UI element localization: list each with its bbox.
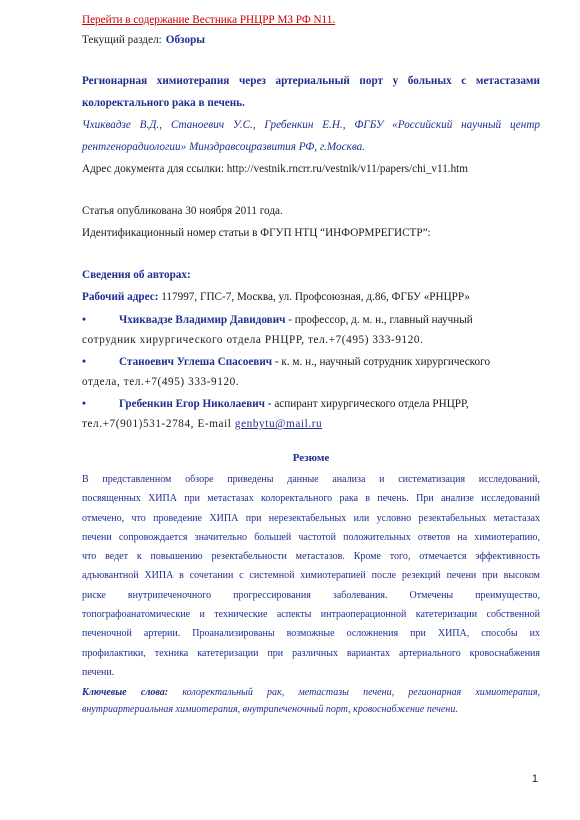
- abstract-line: печени сопровождается значительно большей частотой положительных ответов на химиотерапию,: [82, 531, 540, 543]
- list-item: [82, 310, 540, 350]
- author-desc: к. м. н., научный сотрудник хирургического: [278, 356, 491, 368]
- abstract-line: печеночной артерии. Проанализированы возможные осложнения при ХИПА, способы их: [82, 628, 540, 640]
- author-list: [82, 310, 540, 434]
- author-name: Станоевич Углеша Спасоевич -: [119, 356, 279, 368]
- section-label: Текущий раздел:: [82, 34, 162, 46]
- abstract-line: адъювантной ХИПА в сочетании с системной химиотерапией после резекций печени при высоком: [82, 570, 540, 582]
- current-section: [82, 32, 540, 48]
- article-title: [82, 70, 540, 114]
- author-desc: профессор, д. м. н., главный научный: [291, 314, 473, 326]
- document-address: Адрес документа для ссылки: http://vestnik.rncrr.ru/vestnik/v11/papers/chi_v11.htm: [82, 163, 468, 175]
- authors-line-2: рентгенорадиологии» Минздравсоцразвития РФ, г.Москва.: [82, 141, 366, 153]
- abstract-title: Резюме: [292, 452, 330, 464]
- keywords-text-cont: внутриартериальная химиотерапия, внутрипеченочный порт, кровоснабжение печени.: [82, 704, 458, 716]
- author-name: Чхиквадзе Владимир Давидович -: [119, 314, 292, 326]
- email-link[interactable]: genbytu@mail.ru: [234, 418, 323, 430]
- article-authors: [82, 114, 540, 158]
- list-item: [82, 352, 540, 392]
- list-item: [82, 394, 540, 434]
- article-title-line-1: Регионарная химиотерапия через артериальный порт у больных с метастазами: [82, 75, 540, 87]
- publication-date: Статья опубликована 30 ноября 2011 года.: [82, 205, 283, 217]
- abstract-line: отмечено, что проведение ХИПА при нерезектабельных или условно резектабельных метастазах: [82, 512, 540, 524]
- authors-info-heading: Сведения об авторах:: [82, 269, 191, 281]
- abstract-line: топографоанатомические и технические аспекты интраоперационной катетеризации собственной: [82, 609, 540, 621]
- page-number: 1: [531, 773, 538, 785]
- abstract-body: [82, 470, 540, 682]
- contents-link-text[interactable]: Перейти в содержание Вестника РНЦРР МЗ РФ N11.: [82, 14, 336, 26]
- abstract-line: профилактики, техника катетеризации при различных вариантах артериального кровоснабжения: [82, 647, 540, 659]
- abstract-line: что ведет к повышению резектабельности метастазов. Кроме того, отмечается эффективность: [82, 551, 540, 563]
- abstract-line: печени.: [82, 666, 115, 678]
- abstract-line: В представленном обзоре приведены данные анализа и систематизация исследований,: [82, 474, 540, 485]
- author-desc: аспирант хирургического отдела РНЦРР,: [271, 398, 469, 410]
- work-address: [82, 286, 540, 308]
- abstract-line: посвященных ХИПА при метастазах колоректального рака в печень. При анализе исследований: [82, 493, 540, 505]
- bullet-icon: •: [82, 398, 86, 410]
- author-desc-cont: сотрудник хирургического отдела РНЦРР, тел.+7(495) 333-9120.: [82, 334, 424, 346]
- author-desc-cont: отдела, тел.+7(495) 333-9120.: [82, 376, 240, 388]
- authors-line-1: Чхиквадзе В.Д., Станоевич У.С., Гребенкин Е.Н., ФГБУ «Российский научный центр: [82, 119, 540, 131]
- bullet-icon: •: [82, 314, 86, 326]
- keywords-text: колоректальный рак, метастазы печени, регионарная химиотерапия,: [168, 687, 541, 699]
- keywords-label: Ключевые слова:: [82, 687, 169, 699]
- contents-link[interactable]: [82, 12, 540, 28]
- abstract-line: риске внутрипеченочного прогрессирования заболевания. Отмечены преимущество,: [82, 589, 540, 601]
- keywords: [82, 684, 540, 718]
- work-address-label: Рабочий адрес:: [82, 291, 159, 303]
- author-name: Гребенкин Егор Николаевич -: [119, 398, 272, 410]
- section-value: Обзоры: [165, 34, 206, 46]
- author-desc-cont: тел.+7(901)531-2784, E-mail: [82, 418, 235, 430]
- document-page: [82, 12, 540, 718]
- article-title-line-2: колоректального рака в печень.: [82, 97, 245, 109]
- registry-id: Идентификационный номер статьи в ФГУП НТЦ “ИНФОРМРЕГИСТР”:: [82, 227, 431, 239]
- bullet-icon: •: [82, 356, 86, 368]
- work-address-value: 117997, ГПС-7, Москва, ул. Профсоюзная, д.86, ФГБУ «РНЦРР»: [158, 291, 470, 303]
